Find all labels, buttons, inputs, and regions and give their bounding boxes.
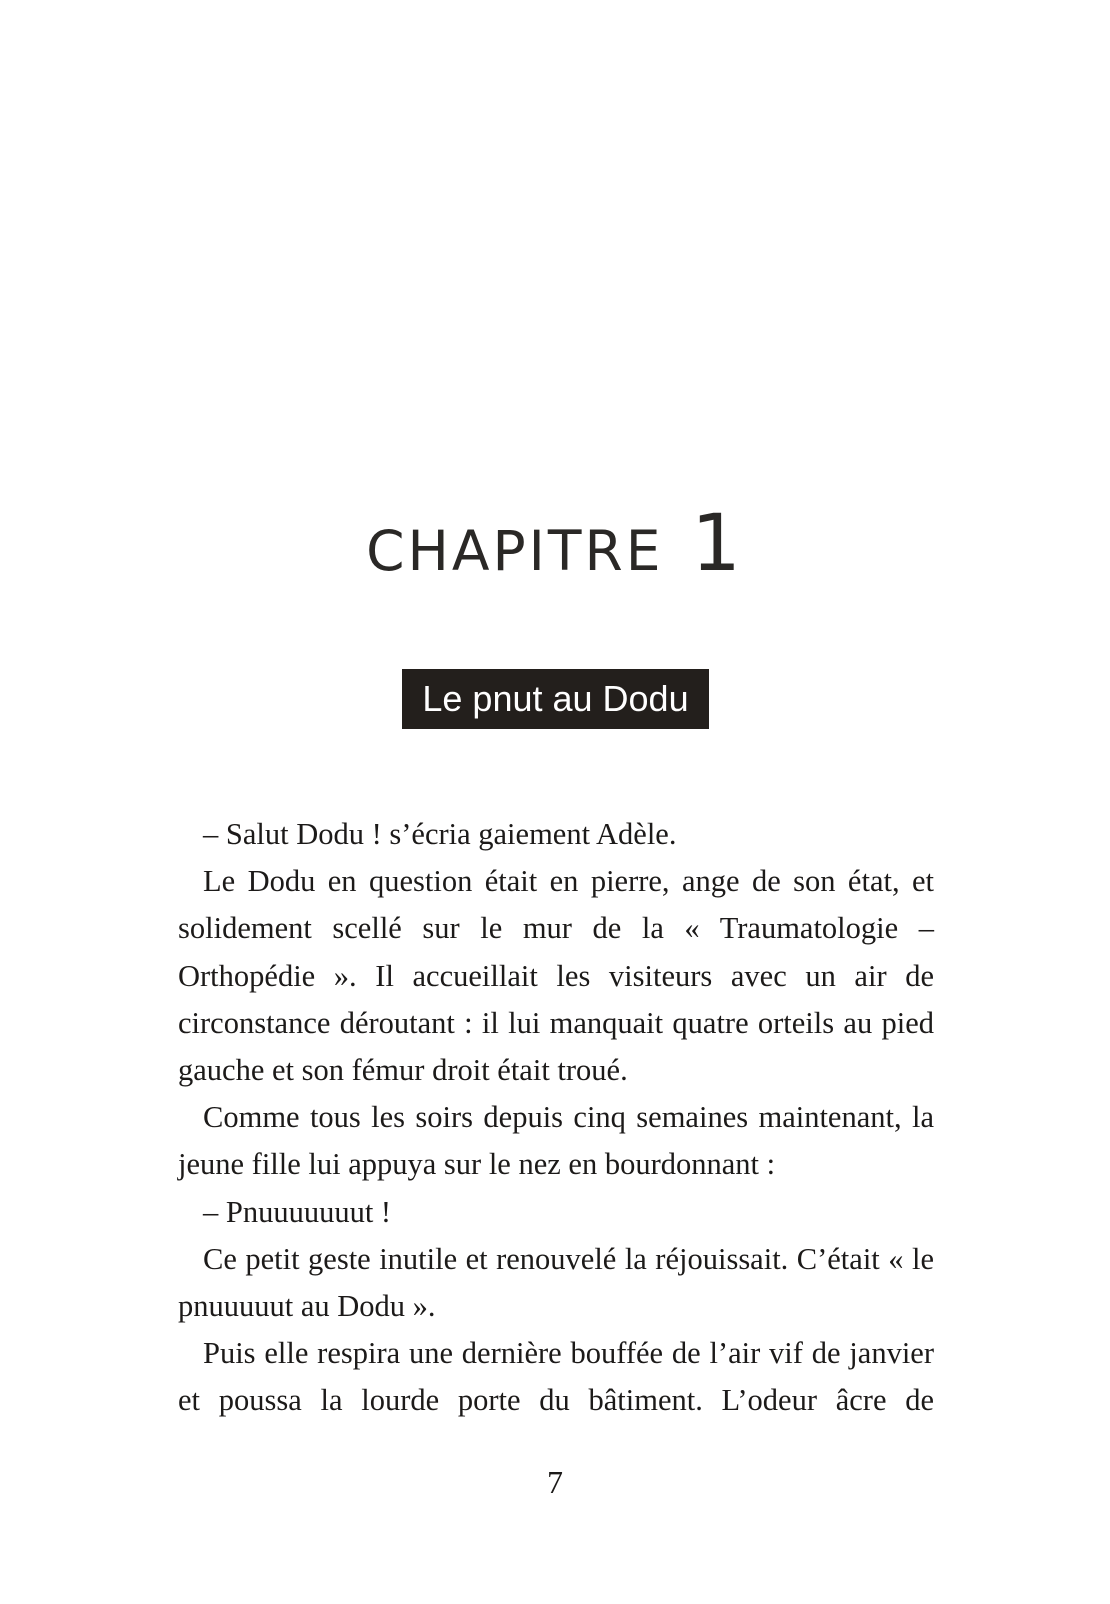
paragraph: – Pnuuuuuuut ! [203,1194,392,1229]
page-number: 7 [547,1464,563,1500]
paragraph: – Salut Dodu ! s’écria gaiement Adèle. [203,817,677,851]
paragraph: Le Dodu en question était en pierre, ange de son état, et solidement scellé sur le mur de la « Traumatologie – Orthopédie ». Il accueillait les visiteurs avec un air de circonstance déroutant : il lui manquait quatre orteils au pied gauche et son fémur droit était troué. [178,864,934,1088]
chapter-heading [0,499,1110,589]
chapter-title: Le pnut au Dodu [402,669,709,729]
paragraph: Ce petit geste inutile et renouvelé la réjouissait. C’était « le pnuuuuut au Dodu ». [178,1241,934,1324]
chapter-heading-text: chapitre 1 [366,499,744,589]
paragraph: Comme tous les soirs depuis cinq semaines maintenant, la jeune fille lui appuya sur le nez en bourdonnant : [178,1100,934,1182]
paragraph: Puis elle respira une dernière bouffée de l’air vif de janvier et poussa la lourde porte du bâtiment. L’odeur âcre de [178,1336,934,1418]
body-text [178,811,934,1425]
